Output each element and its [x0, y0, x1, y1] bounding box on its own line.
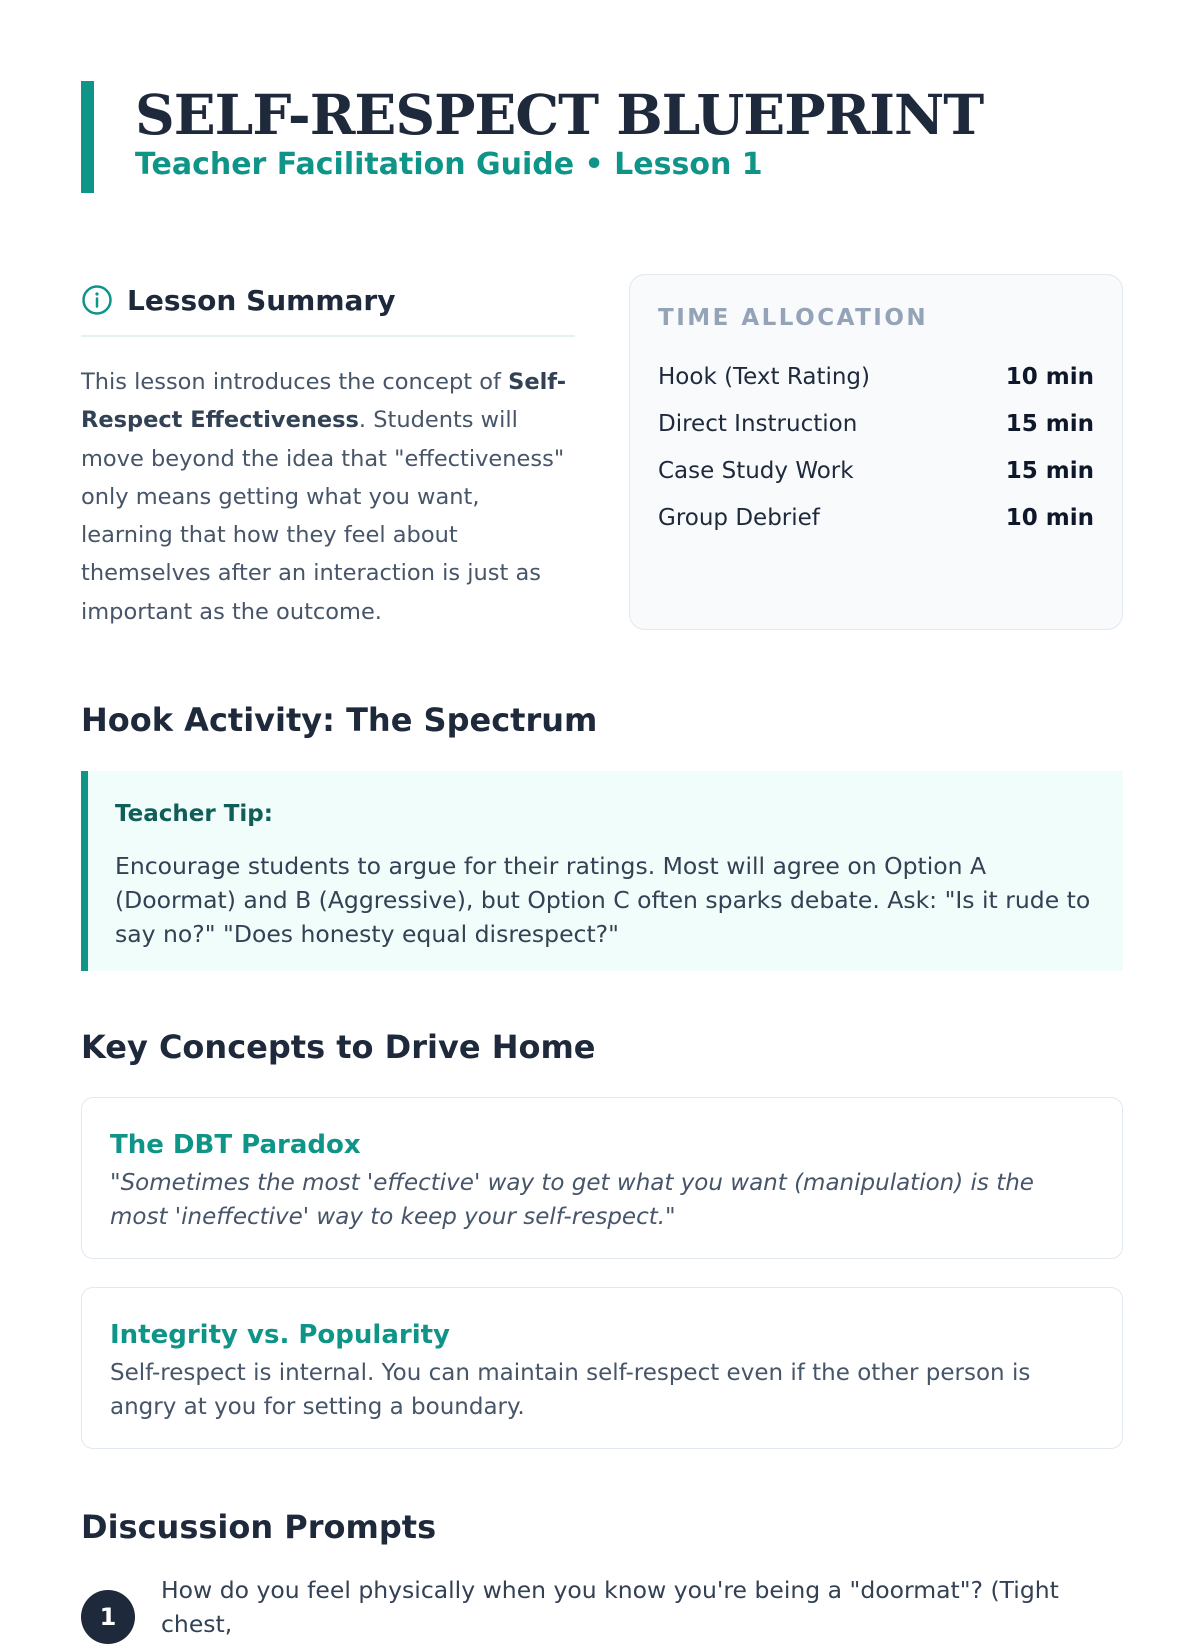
discussion-prompt-item — [81, 1578, 1123, 1644]
time-row-duration: 15 min — [1005, 457, 1094, 484]
time-row-duration: 10 min — [1005, 504, 1094, 531]
info-icon — [81, 284, 113, 316]
time-row-label: Case Study Work — [658, 457, 854, 484]
summary-text-intro: This lesson introduces the concept of — [81, 369, 509, 395]
concept-card — [81, 1097, 1123, 1259]
concept-text: "Sometimes the most 'effective' way to get what you want (manipulation) is the most 'ineffective' way to keep your self-respect." — [110, 1170, 1034, 1230]
time-allocation-list — [658, 353, 1094, 541]
page-title: SELF-RESPECT BLUEPRINT — [135, 82, 984, 147]
lesson-summary — [81, 275, 575, 631]
teacher-tip-text: Encourage students to argue for their ratings. Most will agree on Option A (Doormat) and B (Aggressive), but Option C often sparks debate. Ask: "Is it rude to say no?" "Does honesty equal disrespect?" — [115, 852, 1091, 948]
page-subtitle: Teacher Facilitation Guide • Lesson 1 — [135, 147, 763, 182]
prompt-text: How do you feel physically when you know you're being a "doormat"? (Tight chest, — [161, 1576, 1059, 1638]
concept-title: Integrity vs. Popularity — [110, 1320, 450, 1350]
time-allocation-card — [629, 274, 1123, 630]
concept-card — [81, 1287, 1123, 1449]
time-row-label: Direct Instruction — [658, 410, 858, 437]
time-row — [658, 353, 1094, 400]
lesson-summary-title: Lesson Summary — [127, 283, 396, 317]
lesson-summary-text — [81, 363, 575, 631]
page-header — [81, 81, 983, 193]
time-row-label: Group Debrief — [658, 504, 820, 531]
time-row — [658, 400, 1094, 447]
summary-text-rest: . Students will move beyond the idea that "effectiveness" only means getting what you want, learning that how they feel about themselves after an interaction is just as important as the outcome. — [81, 407, 565, 625]
discussion-prompts-title: Discussion Prompts — [81, 1508, 437, 1546]
time-row — [658, 494, 1094, 541]
concept-title: The DBT Paradox — [110, 1130, 361, 1160]
prompt-number-badge: 1 — [81, 1590, 135, 1644]
time-allocation-heading: TIME ALLOCATION — [658, 305, 929, 331]
time-row-label: Hook (Text Rating) — [658, 363, 870, 390]
time-row-duration: 10 min — [1005, 363, 1094, 390]
teacher-tip-label: Teacher Tip: — [115, 801, 273, 827]
hook-activity-title: Hook Activity: The Spectrum — [81, 701, 598, 739]
concept-text: Self-respect is internal. You can maintain self-respect even if the other person is angry at you for setting a boundary. — [110, 1360, 1031, 1420]
teacher-tip-callout — [81, 771, 1123, 971]
summary-text-bold: Self-Respect Effectiveness — [81, 369, 567, 434]
time-row — [658, 447, 1094, 494]
lesson-summary-header — [81, 275, 575, 337]
time-row-duration: 15 min — [1005, 410, 1094, 437]
key-concepts-title: Key Concepts to Drive Home — [81, 1028, 596, 1066]
